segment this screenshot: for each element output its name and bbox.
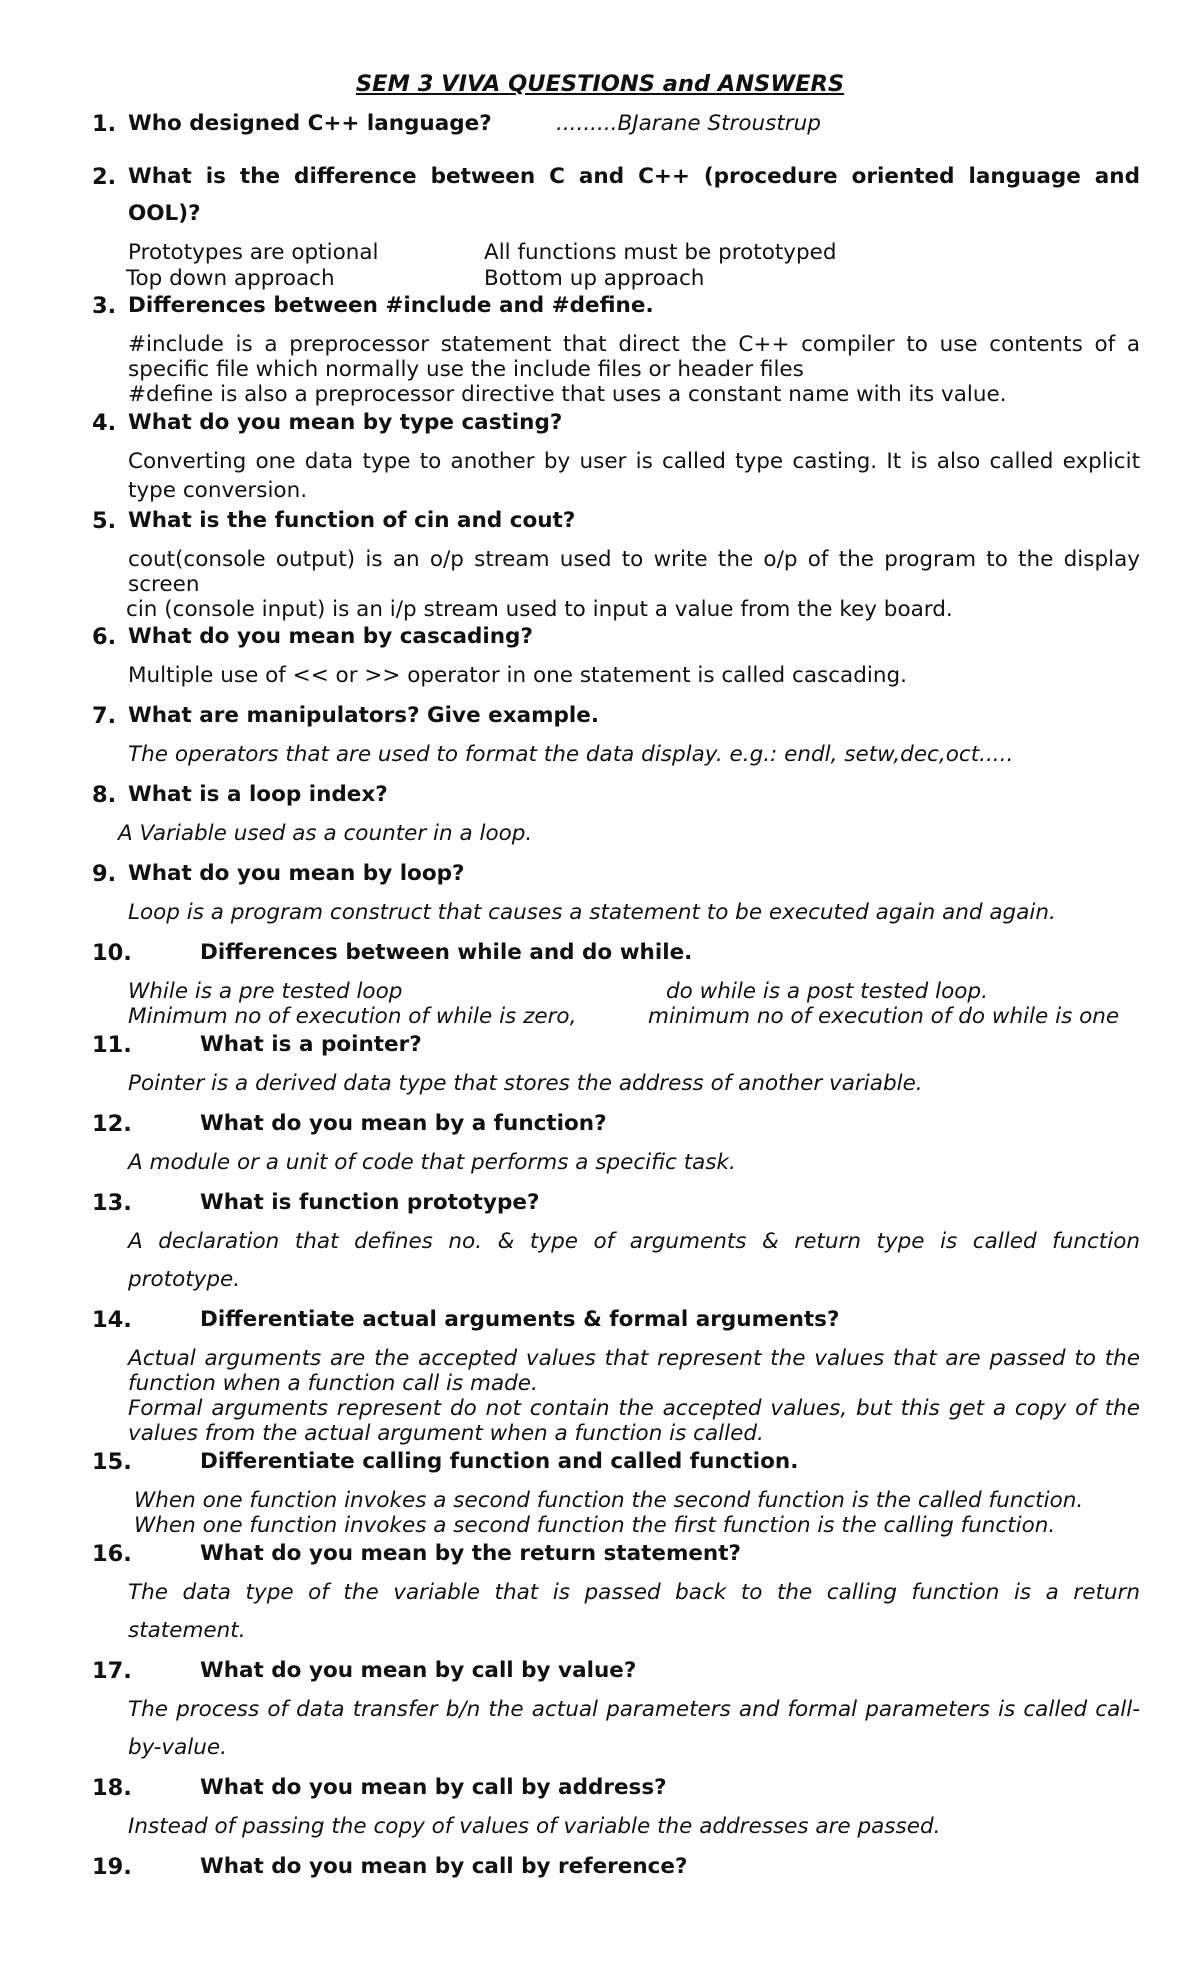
answer-text: values from the actual argument when a function is called. [128,1421,764,1446]
answer-text: The data type of the variable that is passed back to the calling function is a return [128,1580,1140,1605]
item-number: 3. [92,293,117,319]
item-number: 13. [92,1190,132,1216]
item-number: 19. [92,1854,132,1880]
item-number: 8. [92,782,117,808]
answer-text: Instead of passing the copy of values of variable the addresses are passed. [128,1814,941,1839]
item-number: 17. [92,1658,132,1684]
question-text: What is a loop index? [128,782,388,807]
question-text: What do you mean by type casting? [128,410,563,435]
answer-text: The operators that are used to format the data display. e.g.: endl, setw,dec,oct..... [128,742,1014,767]
comparison-right: do while is a post tested loop. [666,979,988,1004]
question-text: Who designed C++ language? [128,111,492,136]
question-text: What do you mean by call by address? [200,1775,667,1800]
question-text: What are manipulators? Give example. [128,703,600,728]
answer-text: Pointer is a derived data type that stores the address of another variable. [128,1071,923,1096]
question-text: What do you mean by cascading? [128,624,533,649]
answer-text: prototype. [128,1267,241,1292]
question-text: What is function prototype? [200,1190,540,1215]
answer-text: screen [128,572,200,597]
item-number: 12. [92,1111,132,1137]
answer-text: type conversion. [128,478,308,503]
answer-text: Actual arguments are the accepted values that represent the values that are passed to the [128,1346,1140,1371]
comparison-left: While is a pre tested loop [128,979,403,1004]
question-text: What is the function of cin and cout? [128,508,576,533]
question-text: Differences between #include and #define. [128,293,654,318]
answer-text: cout(console output) is an o/p stream used to write the o/p of the program to the display [128,547,1140,572]
answer-text: A declaration that defines no. & type of arguments & return type is called function [128,1229,1140,1254]
answer-text: statement. [128,1618,246,1643]
answer-text: cin (console input) is an i/p stream used to input a value from the key board. [126,597,953,622]
item-number: 4. [92,410,117,436]
answer-text: A Variable used as a counter in a loop. [118,821,533,846]
page-title: SEM 3 VIVA QUESTIONS and ANSWERS [355,71,845,97]
comparison-left: Prototypes are optional [128,240,379,265]
answer-text: Loop is a program construct that causes a statement to be executed again and again. [128,900,1056,925]
question-text: What do you mean by a function? [200,1111,607,1136]
question-text: Differentiate calling function and called function. [200,1449,799,1474]
item-number: 11. [92,1032,132,1058]
question-text: OOL)? [128,201,201,226]
item-number: 14. [92,1307,132,1333]
item-number: 6. [92,624,117,650]
answer-text: A module or a unit of code that performs a specific task. [128,1150,736,1175]
comparison-left: Top down approach [126,266,335,291]
question-text: What is a pointer? [200,1032,422,1057]
item-number: 10. [92,940,132,966]
answer-text: specific file which normally use the include files or header files [128,357,804,382]
item-number: 18. [92,1775,132,1801]
answer-text: Converting one data type to another by user is called type casting. It is also called explicit [128,449,1140,474]
answer-text: When one function invokes a second function the first function is the calling function. [134,1513,1056,1538]
item-number: 5. [92,508,117,534]
question-text: Differentiate actual arguments & formal arguments? [200,1307,840,1332]
item-number: 15. [92,1449,132,1475]
answer-text: Multiple use of << or >> operator in one statement is called cascading. [128,663,907,688]
answer-text: #include is a preprocessor statement that direct the C++ compiler to use contents of a [128,332,1140,357]
item-number: 9. [92,861,117,887]
comparison-right: minimum no of execution of do while is one [648,1004,1120,1029]
answer-text: .........BJarane Stroustrup [556,111,821,136]
answer-text: When one function invokes a second function the second function is the called function. [134,1488,1084,1513]
question-text: Differences between while and do while. [200,940,693,965]
answer-text: function when a function call is made. [128,1371,538,1396]
answer-text: Formal arguments represent do not contain the accepted values, but this get a copy of the [128,1396,1140,1421]
question-text: What do you mean by loop? [128,861,465,886]
question-text: What do you mean by call by value? [200,1658,637,1683]
question-text: What is the difference between C and C++ (procedure oriented language and [128,164,1140,189]
answer-text: by-value. [128,1735,227,1760]
comparison-right: All functions must be prototyped [484,240,837,265]
comparison-left: Minimum no of execution of while is zero, [128,1004,577,1029]
item-number: 1. [92,111,117,137]
comparison-right: Bottom up approach [484,266,705,291]
answer-text: The process of data transfer b/n the actual parameters and formal parameters is called call- [128,1697,1140,1722]
question-text: What do you mean by call by reference? [200,1854,688,1879]
answer-text: #define is also a preprocessor directive that uses a constant name with its value. [128,382,1007,407]
item-number: 16. [92,1541,132,1567]
item-number: 7. [92,703,117,729]
question-text: What do you mean by the return statement? [200,1541,741,1566]
item-number: 2. [92,164,117,190]
